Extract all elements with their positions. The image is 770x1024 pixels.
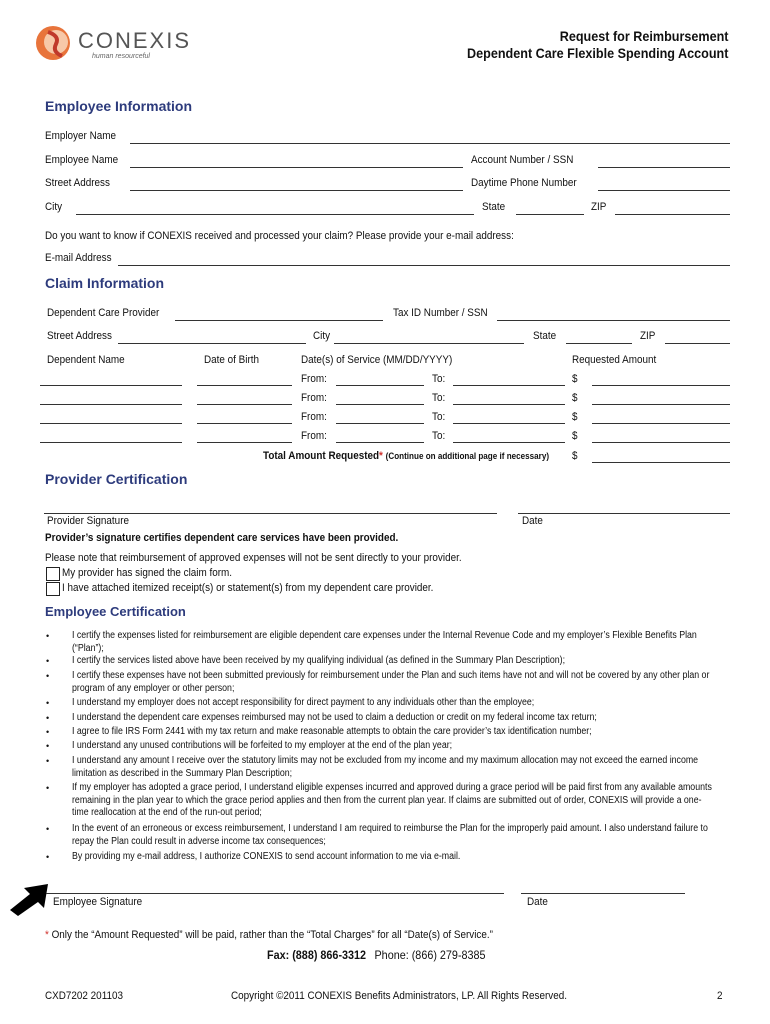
state-label: State — [482, 201, 506, 213]
row1-dob-field[interactable] — [197, 385, 292, 386]
col-requested-amount: Requested Amount — [572, 354, 657, 366]
logo-text: CONEXIS — [78, 28, 192, 53]
contact-line — [267, 948, 486, 962]
cert-item-6: I agree to file IRS Form 2441 with my tax return and make reasonable attempts to obtain the care provider’s tax identification number; — [72, 726, 592, 737]
amount-note-asterisk: * — [45, 929, 49, 941]
row4-dependent-field[interactable] — [40, 442, 182, 443]
employee-signature-field[interactable] — [46, 893, 504, 894]
employee-date-field[interactable] — [521, 893, 685, 894]
provider-signature-label: Provider Signature — [47, 515, 129, 527]
claim-state-label: State — [533, 330, 557, 342]
signed-claim-label: My provider has signed the claim form. — [62, 567, 233, 579]
cert-item-1: I certify the expenses listed for reimbursement are eligible dependent care expenses under the Internal Revenue Code and my employer’s Flexible Benefits Plan (“Plan”); — [72, 630, 697, 654]
zip-label: ZIP — [591, 201, 607, 213]
employee-date-label: Date — [527, 896, 548, 908]
cert-item-4: I understand my employer does not accept responsibility for direct payment to any individuals other than the employee; — [72, 697, 535, 708]
row3-from-label: From: — [301, 411, 327, 423]
row1-to-label: To: — [432, 373, 446, 385]
row4-to-field[interactable] — [453, 442, 565, 443]
employee-name-label: Employee Name — [45, 154, 119, 166]
total-dollar: $ — [572, 450, 578, 462]
email-address-label: E-mail Address — [45, 252, 112, 264]
bullet-5: • — [46, 713, 50, 723]
row3-dob-field[interactable] — [197, 423, 292, 424]
col-date-of-birth: Date of Birth — [204, 354, 260, 366]
employer-name-label: Employer Name — [45, 130, 116, 142]
signed-claim-checkbox[interactable] — [46, 567, 60, 581]
bullet-11: • — [46, 852, 50, 862]
cert-item-9: If my employer has adopted a grace period, I understand eligible expenses incurred and approved during a grace period will be paid first from any available amounts remaining in the plan year to which the grace period applies and then from the current plan year. If claims are submitted out of order, CONEXIS will provide a one-time reallocation at the end of the run-out period; — [72, 782, 712, 818]
phone-number: Phone: (866) 279-8385 — [374, 948, 486, 962]
row2-dob-field[interactable] — [197, 404, 292, 405]
claim-info-heading: Claim Information — [45, 275, 165, 291]
amount-note-text: Only the “Amount Requested” will be paid, rather than the “Total Charges” for all “Date(s) of Service.” — [48, 929, 493, 941]
city-field[interactable] — [76, 214, 474, 215]
logo-mark-icon — [34, 22, 74, 64]
row4-from-field[interactable] — [336, 442, 424, 443]
claim-city-field[interactable] — [334, 343, 524, 344]
cert-item-8: I understand any amount I receive over the statutory limits may not be excluded from my income and my maximum allocation may not exceed the earned income limitation as described in the Summary Plan Description; — [72, 755, 699, 779]
row1-from-field[interactable] — [336, 385, 424, 386]
bullet-10: • — [46, 824, 50, 834]
row1-amount-field[interactable] — [592, 385, 730, 386]
amount-note — [45, 929, 493, 942]
provider-cert-heading: Provider Certification — [45, 471, 188, 487]
row3-amount-field[interactable] — [592, 423, 730, 424]
row2-dollar: $ — [572, 392, 578, 404]
provider-field[interactable] — [175, 320, 383, 321]
conexis-logo — [34, 22, 194, 66]
row2-amount-field[interactable] — [592, 404, 730, 405]
employee-info-heading: Employee Information — [45, 98, 193, 114]
cert-item-5: I understand the dependent care expenses reimbursed may not be used to claim a deduction or credit on my federal income tax return; — [72, 712, 597, 723]
bullet-1: • — [46, 631, 50, 641]
account-number-label: Account Number / SSN — [471, 154, 574, 166]
state-field[interactable] — [516, 214, 584, 215]
copyright: Copyright ©2011 CONEXIS Benefits Administrators, LP. All Rights Reserved. — [231, 990, 567, 1002]
row4-dollar: $ — [572, 430, 578, 442]
employee-name-field[interactable] — [130, 167, 463, 168]
claim-city-label: City — [313, 330, 331, 342]
row4-from-label: From: — [301, 430, 327, 442]
city-label: City — [45, 201, 63, 213]
col-dependent-name: Dependent Name — [47, 354, 125, 366]
bullet-7: • — [46, 741, 50, 751]
street-address-label: Street Address — [45, 177, 110, 189]
attached-receipts-checkbox[interactable] — [46, 582, 60, 596]
street-address-field[interactable] — [130, 190, 463, 191]
row1-dollar: $ — [572, 373, 578, 385]
claim-zip-label: ZIP — [640, 330, 656, 342]
row1-to-field[interactable] — [453, 385, 565, 386]
cert-item-3: I certify these expenses have not been submitted previously for reimbursement under the Plan and such items have not and will not be covered by any other plan or program of any employer or other person; — [72, 670, 710, 694]
total-asterisk: * — [379, 450, 383, 462]
employer-name-field[interactable] — [130, 143, 730, 144]
daytime-phone-field[interactable] — [598, 190, 730, 191]
row4-dob-field[interactable] — [197, 442, 292, 443]
row2-from-label: From: — [301, 392, 327, 404]
employee-cert-heading: Employee Certification — [45, 604, 186, 619]
page-number: 2 — [717, 990, 723, 1002]
employee-signature-label: Employee Signature — [53, 896, 143, 908]
bullet-9: • — [46, 783, 50, 793]
email-question: Do you want to know if CONEXIS received and processed your claim? Please provide your e-mail address: — [45, 230, 514, 242]
provider-statement: Provider’s signature certifies dependent care services have been provided. — [45, 532, 399, 544]
tax-id-field[interactable] — [497, 320, 730, 321]
row3-to-field[interactable] — [453, 423, 565, 424]
bullet-4: • — [46, 698, 50, 708]
attached-receipts-label: I have attached itemized receipt(s) or statement(s) from my dependent care provider. — [62, 582, 434, 594]
provider-label: Dependent Care Provider — [47, 307, 160, 319]
total-amount-requested — [263, 450, 549, 463]
provider-date-label: Date — [522, 515, 543, 527]
total-label: Total Amount Requested — [263, 450, 380, 462]
row4-to-label: To: — [432, 430, 446, 442]
row2-from-field[interactable] — [336, 404, 424, 405]
row3-dollar: $ — [572, 411, 578, 423]
row1-from-label: From: — [301, 373, 327, 385]
form-code: CXD7202 201103 — [45, 990, 123, 1002]
provider-note: Please note that reimbursement of approved expenses will not be sent directly to your provider. — [45, 552, 462, 564]
total-amount-field[interactable] — [592, 462, 730, 463]
row2-to-field[interactable] — [453, 404, 565, 405]
bullet-3: • — [46, 671, 50, 681]
daytime-phone-label: Daytime Phone Number — [471, 177, 577, 189]
fax-number: Fax: (888) 866-3312 — [267, 948, 367, 962]
claim-street-label: Street Address — [47, 330, 112, 342]
tax-id-label: Tax ID Number / SSN — [393, 307, 488, 319]
claim-state-field[interactable] — [566, 343, 632, 344]
form-title-line2: Dependent Care Flexible Spending Account — [466, 45, 728, 61]
sign-here-arrow-icon — [8, 880, 52, 916]
row2-dependent-field[interactable] — [40, 404, 182, 405]
bullet-2: • — [46, 656, 50, 666]
provider-signature-field[interactable] — [44, 513, 497, 514]
row1-dependent-field[interactable] — [40, 385, 182, 386]
form-title-line1: Request for Reimbursement — [559, 28, 728, 44]
account-number-field[interactable] — [598, 167, 730, 168]
bullet-6: • — [46, 727, 50, 737]
col-dates-of-service: Date(s) of Service (MM/DD/YYYY) — [301, 354, 453, 366]
email-address-field[interactable] — [118, 265, 730, 266]
row2-to-label: To: — [432, 392, 446, 404]
claim-street-field[interactable] — [118, 343, 306, 344]
row3-to-label: To: — [432, 411, 446, 423]
logo-tagline: human resourceful — [92, 53, 150, 60]
cert-item-10: In the event of an erroneous or excess reimbursement, I understand I am required to reimburse the Plan for the improperly paid amount. I also understand failure to repay the Plan could result in adverse income tax consequences; — [72, 823, 708, 847]
row3-dependent-field[interactable] — [40, 423, 182, 424]
row4-amount-field[interactable] — [592, 442, 730, 443]
row3-from-field[interactable] — [336, 423, 424, 424]
cert-item-7: I understand any unused contributions will be forfeited to my employer at the end of the plan year; — [72, 740, 453, 751]
provider-date-field[interactable] — [518, 513, 730, 514]
zip-field[interactable] — [615, 214, 730, 215]
continue-note: (Continue on additional page if necessary) — [385, 451, 550, 461]
cert-item-2: I certify the services listed above have been received by my qualifying individual (as defined in the Summary Plan Description); — [72, 655, 566, 666]
claim-zip-field[interactable] — [665, 343, 730, 344]
bullet-8: • — [46, 756, 50, 766]
cert-item-11: By providing my e-mail address, I authorize CONEXIS to send account information to me via e-mail. — [72, 851, 461, 862]
